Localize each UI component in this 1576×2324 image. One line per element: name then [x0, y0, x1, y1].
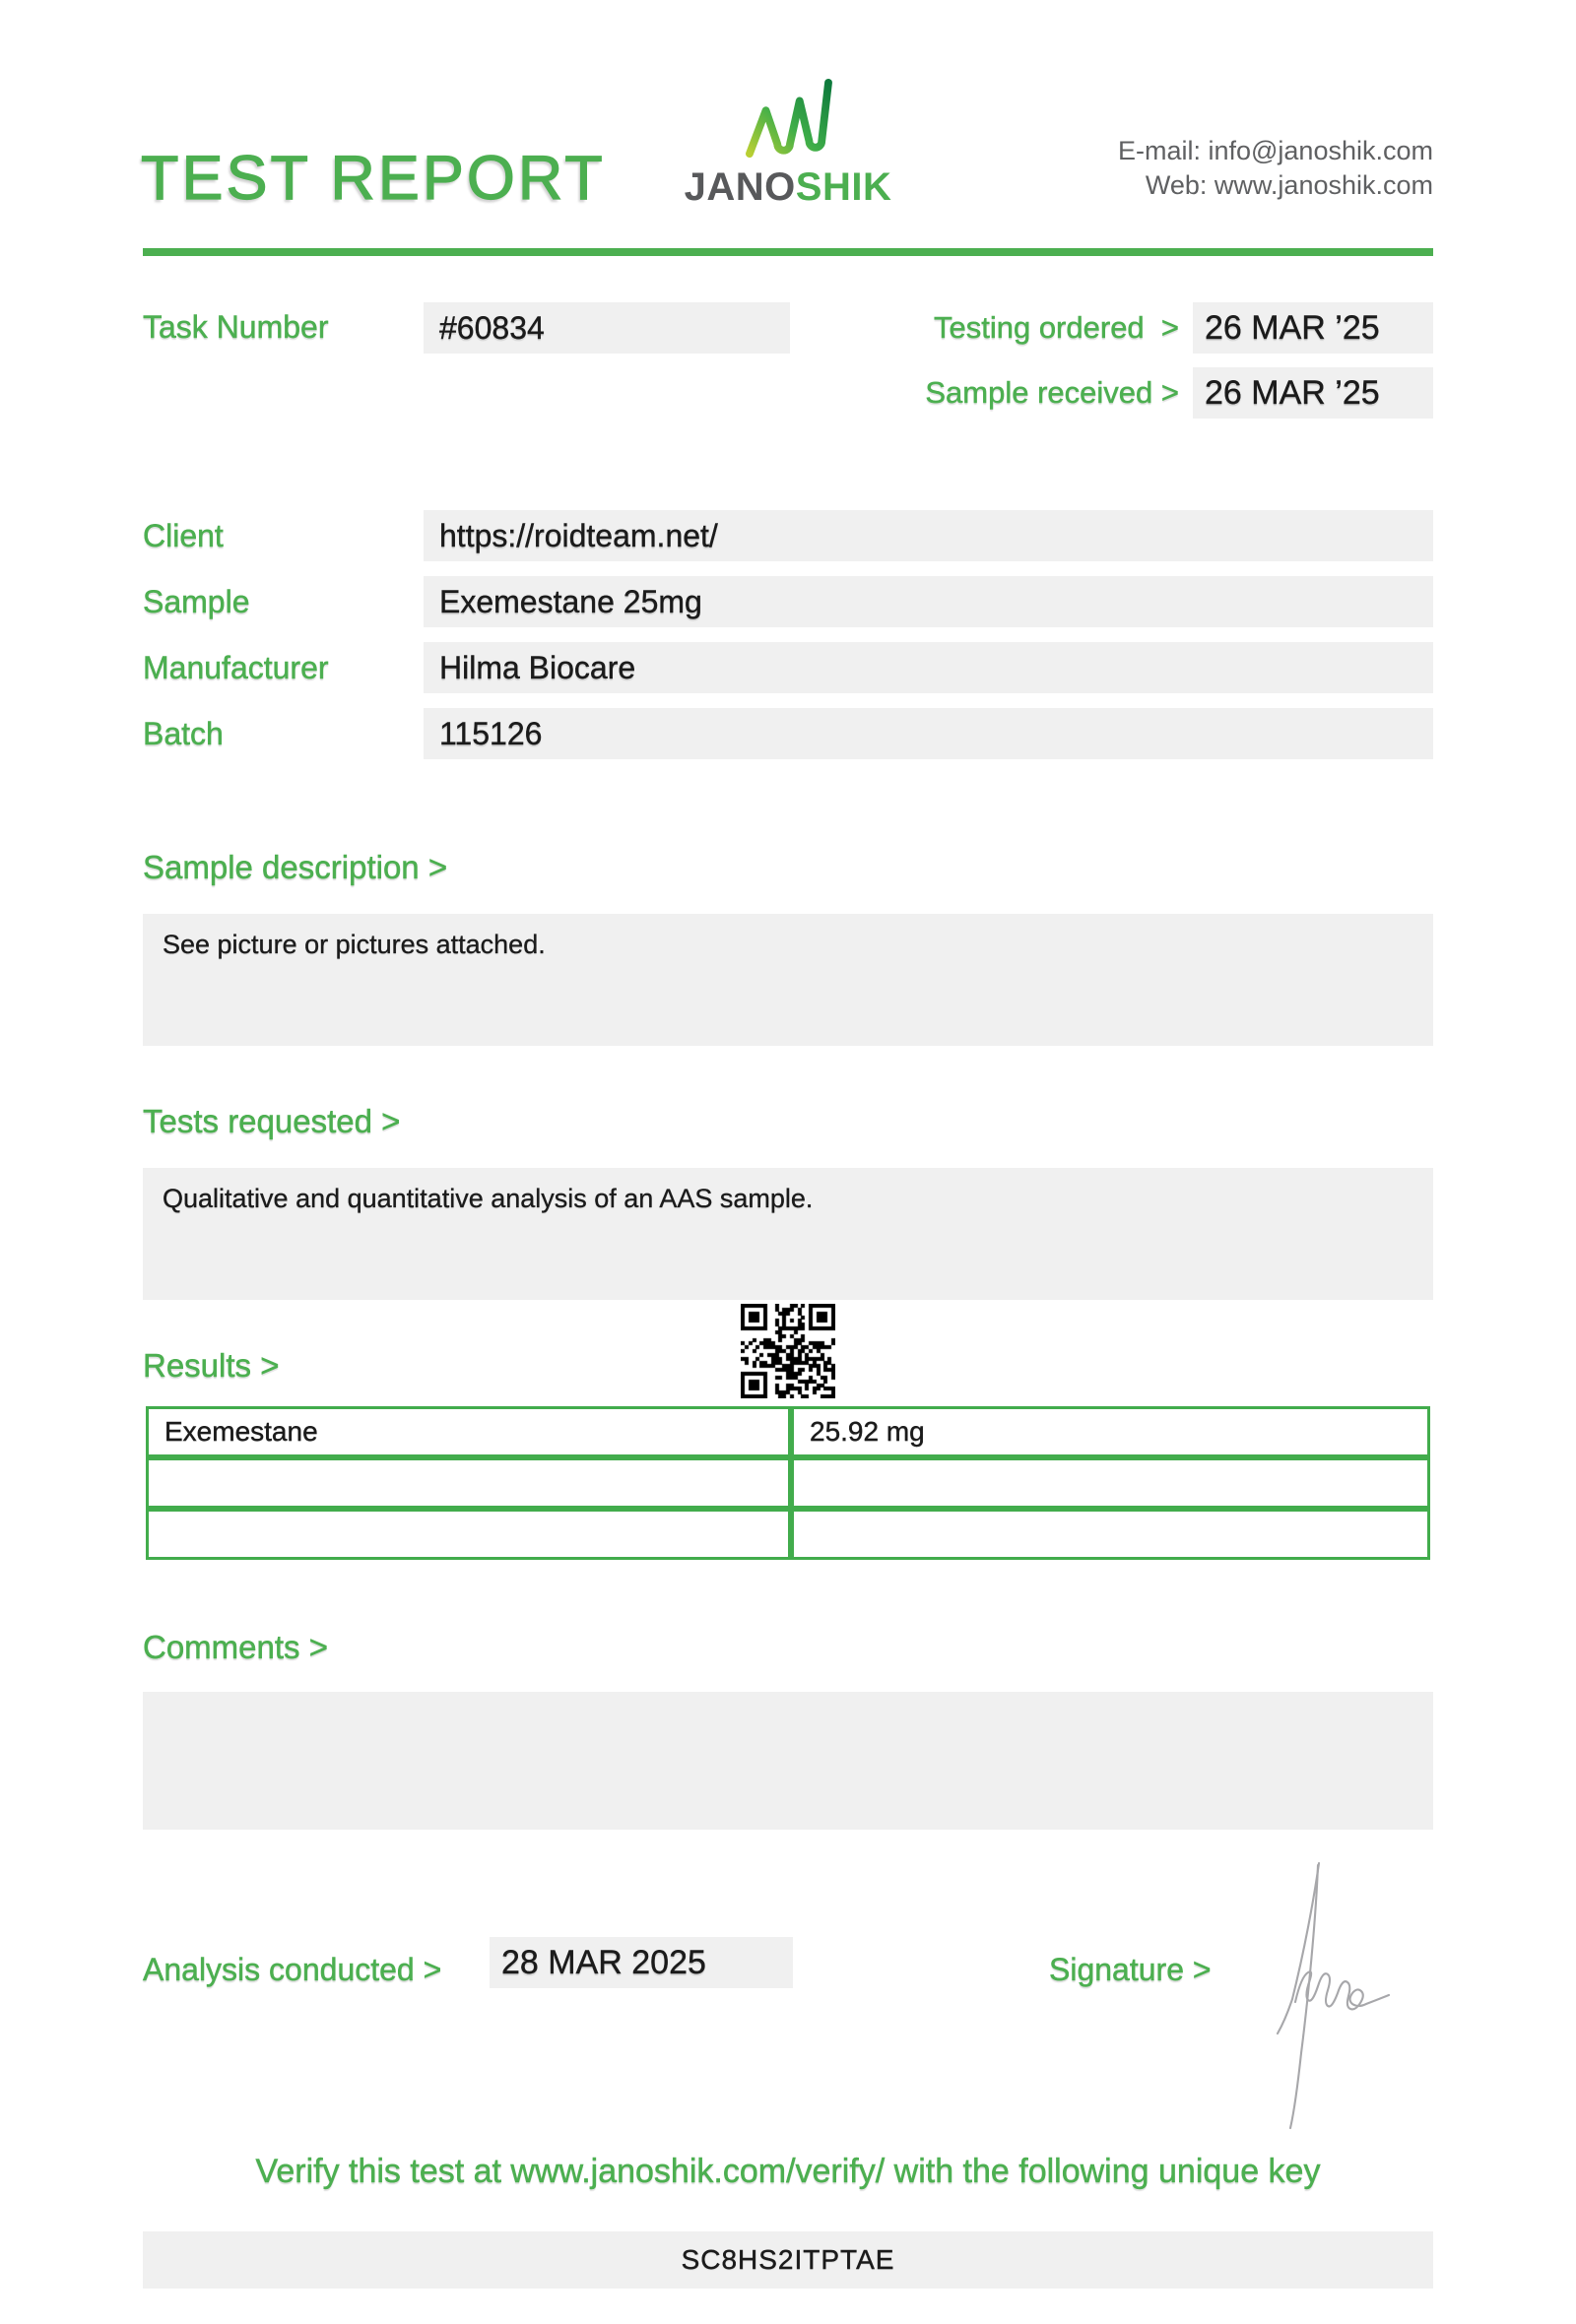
email-line: E-mail: info@janoshik.com: [1117, 136, 1433, 165]
analysis-conducted-label: Analysis conducted >: [143, 1952, 442, 1987]
comments-text: [143, 1692, 1433, 1723]
result-substance-cell: [146, 1509, 791, 1560]
signature-label: Signature >: [1049, 1952, 1212, 1987]
client-value: https://roidteam.net/: [439, 518, 718, 553]
testing-ordered-value: 26 MAR ’25: [1193, 302, 1433, 354]
sample-label: Sample: [143, 584, 250, 619]
analysis-date-box: [490, 1937, 793, 1988]
task-number-box: [424, 302, 790, 354]
table-row: [146, 1509, 1430, 1560]
handwritten-signature: [1241, 1841, 1438, 2137]
client-box: [424, 510, 1433, 561]
result-amount-cell: 25.92 mg: [791, 1406, 1430, 1457]
header-divider: [143, 248, 1433, 256]
batch-box: [424, 708, 1433, 759]
web-line: Web: www.janoshik.com: [1145, 170, 1433, 200]
verify-instruction: Verify this test at www.janoshik.com/verify/ with the following unique key: [255, 2153, 1321, 2190]
page-title: TEST REPORT: [141, 144, 606, 213]
client-label: Client: [143, 518, 224, 553]
analysis-date-value: 28 MAR 2025: [501, 1944, 706, 1981]
growth-chart-icon: [744, 77, 832, 160]
sample-received-value: 26 MAR ’25: [1193, 367, 1433, 419]
comments-box: [143, 1692, 1433, 1830]
result-substance-cell: [146, 1457, 791, 1509]
testing-ordered-label: Testing ordered >: [933, 310, 1179, 345]
sample-received-row: [925, 367, 1433, 419]
tests-requested-text: Qualitative and quantitative analysis of an AAS sample.: [163, 1184, 814, 1213]
task-number-label: Task Number: [143, 309, 329, 345]
task-number-value: #60834: [439, 310, 545, 346]
batch-label: Batch: [143, 716, 224, 751]
testing-ordered-row: [934, 302, 1433, 354]
results-heading: Results >: [143, 1347, 280, 1384]
sample-value: Exemestane 25mg: [439, 584, 702, 619]
results-table: [146, 1406, 1430, 1560]
qr-code: [741, 1304, 835, 1398]
sample-box: [424, 576, 1433, 627]
sample-description-heading: Sample description >: [143, 849, 448, 885]
result-amount-cell: [791, 1457, 1430, 1509]
sample-description-text: See picture or pictures attached.: [163, 930, 546, 959]
result-amount-cell: [791, 1509, 1430, 1560]
manufacturer-label: Manufacturer: [143, 650, 329, 685]
janoshik-logo: [678, 77, 898, 210]
sample-received-label: Sample received >: [925, 375, 1179, 410]
logo-wordmark: [678, 165, 898, 210]
batch-value: 115126: [439, 716, 543, 751]
tests-requested-heading: Tests requested >: [143, 1103, 401, 1139]
logo-text-green: SHIK: [795, 165, 892, 209]
comments-heading: Comments >: [143, 1629, 328, 1665]
contact-info: [1118, 134, 1433, 203]
logo-text-dark: JANO: [684, 165, 796, 209]
result-substance-cell: Exemestane: [146, 1406, 791, 1457]
unique-key-box: SC8HS2ITPTAE: [143, 2231, 1433, 2289]
table-row: [146, 1406, 1430, 1457]
table-row: [146, 1457, 1430, 1509]
manufacturer-box: [424, 642, 1433, 693]
sample-description-box: [143, 914, 1433, 1046]
tests-requested-box: [143, 1168, 1433, 1300]
manufacturer-value: Hilma Biocare: [439, 650, 636, 685]
